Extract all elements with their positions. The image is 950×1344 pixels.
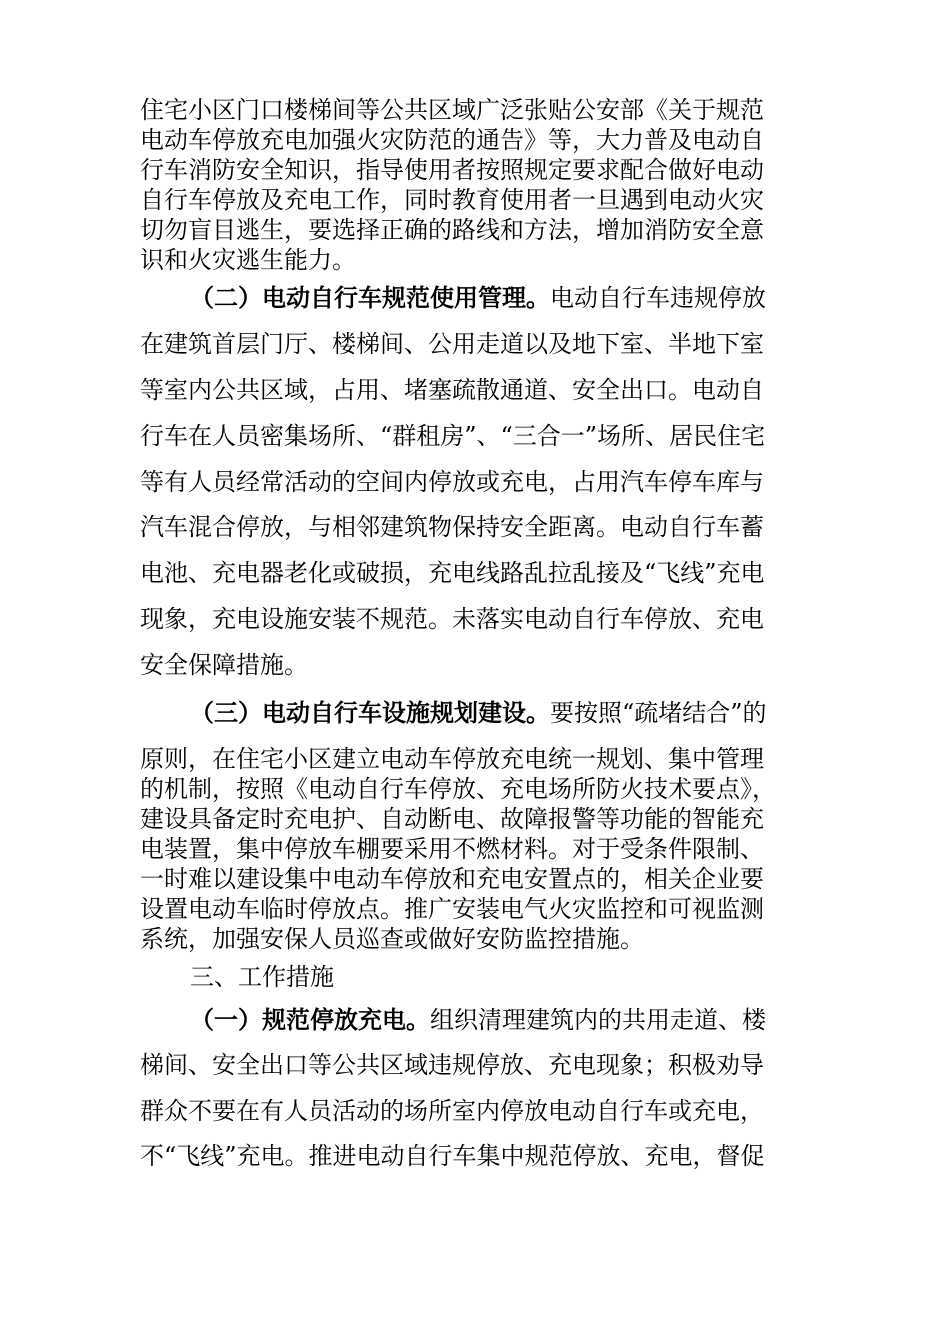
section-heading-2: （二）电动自行车规范使用管理。 [190,283,550,312]
text-line: 一时难以建设集中电动车停放和充电安置点的，相关企业要 [140,865,764,893]
section-paragraph-start [190,1005,820,1035]
text-line: 不“飞线”充电。推进电动自行车集中规范停放、充电，督促 [140,1142,765,1170]
text-line: 在建筑首层门厅、楼梯间、公用走道以及地下室、半地下室 [140,330,764,358]
text-line: 的机制，按照《电动自行车停放、充电场所防火技术要点》， [140,775,776,803]
text-line: 现象，充电设施安装不规范。未落实电动自行车停放、充电 [140,605,764,633]
text-line: 汽车混合停放，与相邻建筑物保持安全距离。电动自行车蓄 [140,513,764,541]
section-heading-1: （一）规范停放充电。 [190,1005,430,1034]
text-line: 自行车停放及充电工作，同时教育使用者一旦遇到电动火灾 [140,186,764,214]
text-line: 群众不要在有人员活动的场所室内停放电动自行车或充电， [140,1097,764,1125]
text-run: 要按照“疏堵结合”的 [550,699,767,727]
text-run: 电动自行车违规停放 [550,284,766,312]
text-line: 建设具备定时充电护、自动断电、故障报警等功能的智能充 [140,805,764,833]
section-paragraph-start [190,698,820,728]
text-line: 等室内公共区域，占用、堵塞疏散通道、安全出口。电动自 [140,376,764,404]
text-line: 系统，加强安保人员巡查或做好安防监控措施。 [140,925,644,953]
section-title: 三、工作措施 [190,963,334,991]
text-line: 等有人员经常活动的空间内停放或充电，占用汽车停车库与 [140,468,764,496]
section-paragraph-start [190,283,820,313]
text-line: 电动车停放充电加强火灾防范的通告》等，大力普及电动自 [140,126,764,154]
text-line: 识和火灾逃生能力。 [140,246,356,274]
text-run: 组织清理建筑内的共用走道、楼 [430,1006,766,1034]
text-line: 切勿盲目逃生，要选择正确的路线和方法，增加消防安全意 [140,216,764,244]
text-line: 行车在人员密集场所、“群租房”、“三合一”场所、居民住宅 [140,422,766,450]
section-heading-3: （三）电动自行车设施规划建设。 [190,698,550,727]
text-line: 电池、充电器老化或破损，充电线路乱拉乱接及“飞线”充电 [140,559,765,587]
text-line: 设置电动车临时停放点。推广安装电气火灾监控和可视监测 [140,895,764,923]
text-line: 安全保障措施。 [140,651,308,679]
text-line: 梯间、安全出口等公共区域违规停放、充电现象；积极劝导 [140,1051,764,1079]
text-line: 电装置，集中停放车棚要采用不燃材料。对于受条件限制、 [140,835,764,863]
text-line: 住宅小区门口楼梯间等公共区域广泛张贴公安部《关于规范 [140,96,764,124]
text-line: 行车消防安全知识，指导使用者按照规定要求配合做好电动 [140,156,764,184]
text-line: 原则，在住宅小区建立电动车停放充电统一规划、集中管理 [140,745,764,773]
